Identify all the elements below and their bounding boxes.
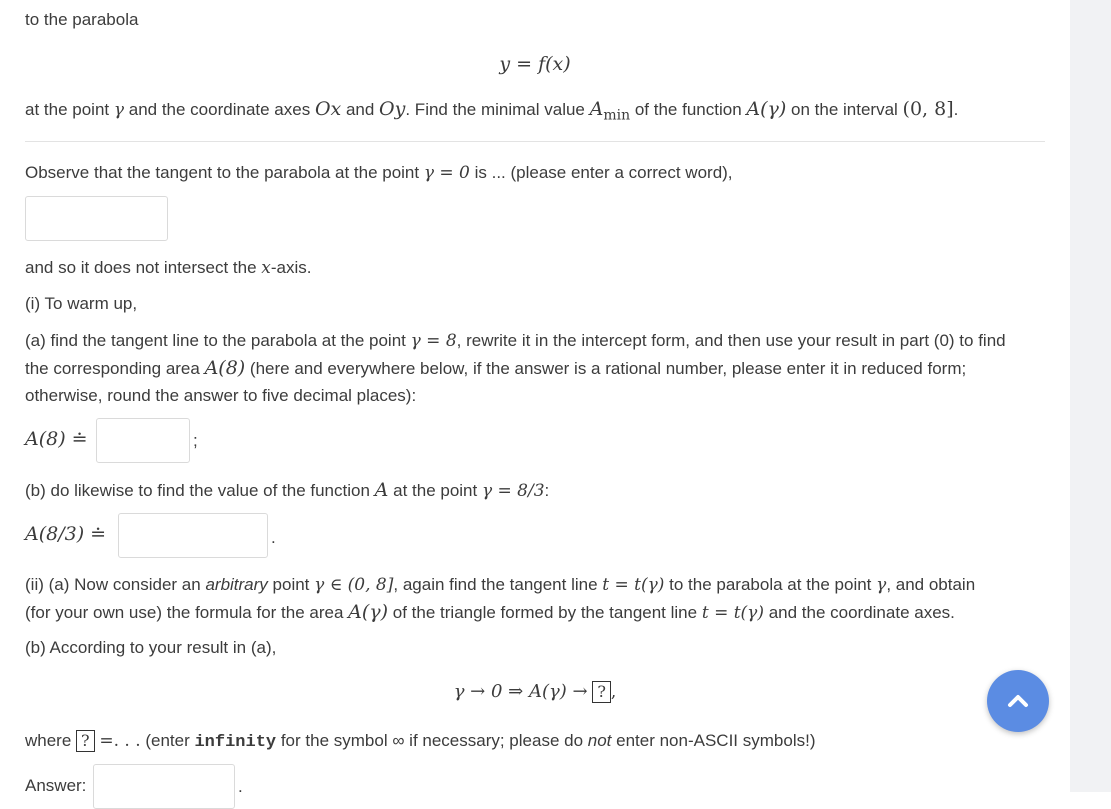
- answer-label: Answer:: [25, 776, 87, 795]
- a8-separator: ;: [193, 431, 198, 450]
- part1b-question: (b) do likewise to find the value of the function A at the point γ = 8/3:: [25, 479, 550, 501]
- part2b-line: (b) According to your result in (a),: [25, 638, 277, 657]
- warm-up-heading: (i) To warm up,: [25, 294, 138, 313]
- scroll-to-top-button[interactable]: [987, 670, 1049, 732]
- a8-label: A(8) ≐: [25, 428, 88, 450]
- tangent-word-input[interactable]: [25, 196, 168, 241]
- answer-input[interactable]: [93, 764, 235, 809]
- a83-label: A(8/3) ≐: [25, 523, 107, 545]
- task-statement: at the point γ and the coordinate axes Ox and Oy. Find the minimal value $A_{min}$ of the function A(γ) on the interval (0, 8].: [25, 98, 959, 124]
- limit-formula: γ → 0 ⇒ A(γ) → ? ,: [453, 681, 617, 702]
- part0-question: Observe that the tangent to the parabola at the point γ = 0 is ... (please enter a correct word),: [25, 163, 733, 183]
- part2a-line1: (ii) (a) Now consider an arbitrary point γ ∈ (0, 8], again find the tangent line t = t(γ) to the parabola at the point γ, and obtain: [25, 575, 976, 595]
- part1a-line1: (a) find the tangent line to the parabola at the point γ = 8, rewrite it in the intercept form, and then use your result in part (0) to find: [25, 331, 1006, 351]
- divider: [25, 141, 1045, 142]
- right-sidebar: [1070, 0, 1111, 792]
- chevron-up-icon: [1007, 694, 1029, 708]
- a8-input[interactable]: [96, 418, 190, 463]
- part0-conclusion: and so it does not intersect the x-axis.: [25, 258, 312, 278]
- intro-line: to the parabola: [25, 10, 139, 29]
- where-instructions: where ? =. . . (enter infinity for the symbol ∞ if necessary; please do not enter non-ASCII symbols!): [25, 731, 816, 752]
- answer-period: .: [238, 777, 243, 796]
- parabola-formula: y = f(x): [499, 53, 571, 75]
- part1a-line3: otherwise, round the answer to five decimal places):: [25, 386, 417, 405]
- part1a-line2: the corresponding area A(8) (here and everywhere below, if the answer is a rational number, please enter it in reduced form;: [25, 357, 967, 379]
- a83-input[interactable]: [118, 513, 268, 558]
- a83-separator: .: [271, 528, 276, 547]
- limit-placeholder: ?: [592, 681, 611, 703]
- part2a-line2: (for your own use) the formula for the area A(γ) of the triangle formed by the tangent line t = t(γ) and the coordinate axes.: [25, 601, 955, 623]
- where-placeholder: ?: [76, 730, 95, 752]
